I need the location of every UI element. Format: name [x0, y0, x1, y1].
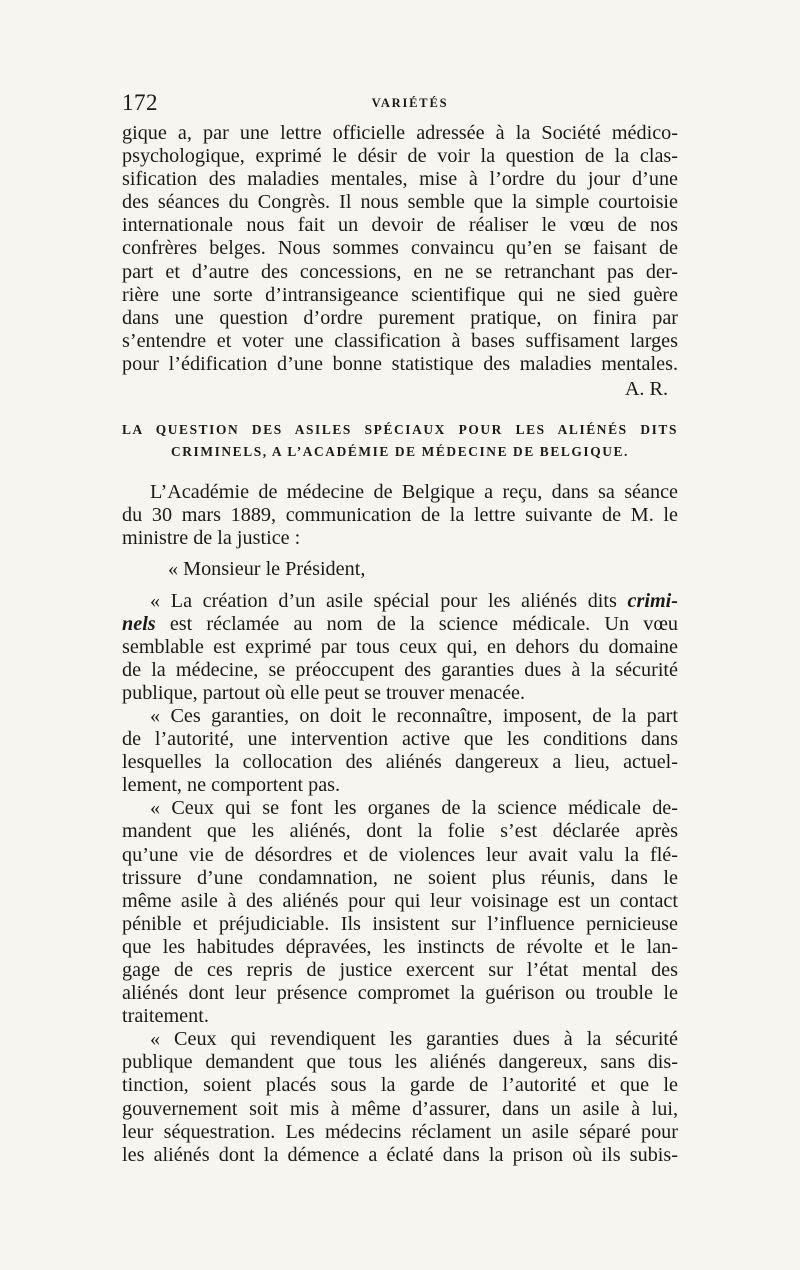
text-line: de la médecine, se préoccupent des garanties dues à la sécurité — [122, 658, 678, 681]
section-title — [122, 419, 678, 463]
text-line: publique, partout où elle peut se trouver menacée. — [122, 681, 526, 704]
text-line: sification des maladies mentales, mise à l’ordre du jour d’une — [122, 168, 678, 191]
text-fragment: « La création d’un asile spécial pour les aliénés dits — [150, 589, 628, 612]
salutation — [122, 558, 678, 581]
text-line: les aliénés dont la démence a éclaté dans la prison où ils subis- — [122, 1143, 678, 1166]
text-line: semblable est exprimé par tous ceux qui, en dehors du domaine — [122, 635, 678, 658]
running-title: VARIÉTÉS — [371, 96, 449, 110]
paragraph-creation — [122, 590, 678, 705]
section-title-line-1: LA QUESTION DES ASILES SPÉCIAUX POUR LES ALIÉNÉS DITS — [122, 422, 678, 438]
text-line: lesquelles la collocation des aliénés dangereux a lieu, actuel- — [122, 751, 678, 774]
text-line: que les habitudes dépravées, les instincts de révolte et le lan- — [122, 935, 678, 958]
text-line: lement, ne comportent pas. — [122, 774, 341, 797]
text-line: « Monsieur le Président, — [168, 558, 366, 581]
text-line: pour l’édification d’une bonne statistique des maladies mentales. — [122, 352, 678, 375]
text-line: L’Académie de médecine de Belgique a reçu, dans sa séance — [150, 481, 678, 504]
text-line: confrères belges. Nous sommes convaincu qu’en se faisant de — [122, 237, 678, 260]
text-fragment: est réclamée au nom de la science médicale. Un vœu — [155, 612, 678, 635]
text-line: dans une question d’ordre purement pratique, on finira par — [122, 306, 678, 329]
text-line: leur séquestration. Les médecins réclament un asile séparé pour — [122, 1120, 678, 1143]
text-line: du 30 mars 1889, communication de la lettre suivante de M. le — [122, 504, 678, 527]
author-signature: A. R. — [624, 378, 668, 401]
text-line: s’entendre et voter une classification à bases suffisament larges — [122, 329, 678, 352]
running-header — [122, 84, 678, 122]
paragraph-revendiquent — [122, 1028, 678, 1167]
intro-paragraph — [122, 122, 678, 376]
text-line: part et d’autre des concessions, en ne se retranchant pas der- — [122, 260, 678, 283]
text-line: gage de ces repris de justice exercent sur l’état mental des — [122, 959, 678, 981]
paragraph-garanties — [122, 705, 678, 797]
text-line: psychologique, exprimé le désir de voir la question de la clas- — [122, 145, 678, 168]
text-line: de l’autorité, une intervention active que les conditions dans — [122, 728, 678, 751]
paragraph-academy — [122, 481, 678, 550]
text-line — [122, 613, 678, 636]
page-number: 172 — [122, 90, 158, 115]
text-line: « Ceux qui revendiquent les garanties dues à la sécurité — [150, 1028, 678, 1051]
text-line: pénible et préjudiciable. Ils insistent sur l’influence pernicieuse — [122, 912, 678, 935]
text-line: traitement. — [122, 1005, 209, 1028]
italic-word: nels — [122, 612, 156, 635]
text-line: tinction, soient placés sous la garde de l’autorité et que le — [122, 1074, 678, 1097]
book-page — [122, 84, 678, 1167]
text-line: aliénés dont leur présence compromet la guérison ou trouble le — [122, 982, 678, 1005]
text-line — [122, 590, 678, 613]
text-line: qu’une vie de désordres et de violences leur avait valu la flé- — [122, 843, 678, 866]
section-title-line-2: CRIMINELS, A L’ACADÉMIE DE MÉDECINE DE BELGIQUE. — [170, 444, 629, 460]
text-line: gique a, par une lettre officielle adressée à la Société médico- — [122, 122, 678, 144]
text-line: des séances du Congrès. Il nous semble que la simple courtoisie — [122, 191, 678, 214]
text-line: ministre de la justice : — [122, 527, 301, 550]
text-line: « Ces garanties, on doit le reconnaître, imposent, de la part — [150, 704, 678, 727]
text-line: même asile à des aliénés pour qui leur voisinage est un contact — [122, 889, 678, 912]
text-line: rière une sorte d’intransigeance scientifique qui ne sied guère — [122, 283, 678, 306]
paragraph-organes — [122, 797, 678, 1028]
text-line: publique demandent que tous les aliénés dangereux, sans dis- — [122, 1051, 678, 1074]
text-line: gouvernement soit mis à même d’assurer, dans un asile à lui, — [122, 1097, 678, 1120]
italic-word: crimi- — [627, 589, 678, 612]
text-line: « Ceux qui se font les organes de la science médicale de- — [150, 797, 678, 820]
text-line: mandent que les aliénés, dont la folie s’est déclarée après — [122, 820, 678, 843]
text-line: trissure d’une condamnation, ne soient plus réunis, dans le — [122, 866, 678, 889]
text-line: internationale nous fait un devoir de réaliser le vœu de nos — [122, 214, 678, 237]
